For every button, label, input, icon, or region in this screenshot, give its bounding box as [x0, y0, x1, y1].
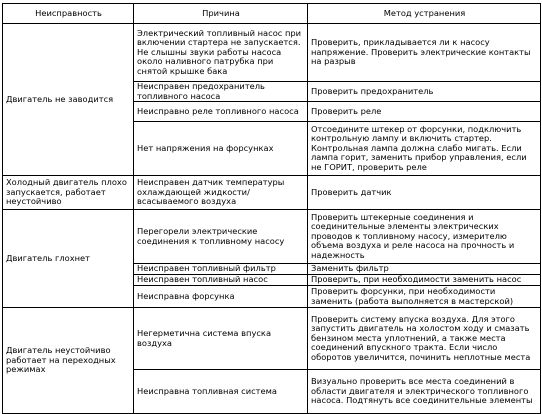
table-row: [3, 308, 541, 370]
cause-cell: Нет напряжения на форсунках: [134, 122, 308, 176]
symptom-cell: Двигатель неустойчиво работает на переходных режимах: [3, 308, 134, 414]
fix-cell: Проверить предохранитель: [308, 82, 541, 102]
table-row: [3, 176, 541, 210]
cause-cell: Неисправен топливный фильтр: [134, 264, 308, 275]
cause-cell: Неисправен предохранитель топливного насоса: [134, 82, 308, 102]
header-row: [3, 4, 541, 24]
cause-cell: Неисправна топливная система: [134, 370, 308, 414]
symptom-cell: Двигатель глохнет: [3, 210, 134, 308]
fix-cell: Визуально проверить все места соединений в области двигателя и электрического топливного насоса. Подтянуть все соединительные элементы: [308, 370, 541, 414]
cause-cell: Неисправен топливный насос: [134, 275, 308, 286]
table-row: [3, 210, 541, 264]
table-row: [3, 24, 541, 82]
header-symptom: Неисправность: [3, 4, 134, 24]
cause-cell: Электрический топливный насос при включении стартера не запускается. Не слышны звуки работы насоса около наливного патрубка при снятой крышке бака: [134, 24, 308, 82]
fix-cell: Проверить, прикладывается ли к насосу напряжение. Проверить электрические контакты на разрыв: [308, 24, 541, 82]
fix-cell: Проверить систему впуска воздуха. Для этого запустить двигатель на холостом ходу и смазать бензином места уплотнений, а также места соединений впускного тракта. Если число оборотов увеличится, починить неплотные места: [308, 308, 541, 370]
fix-cell: Проверить форсунки, при необходимости заменить (работа выполняется в мастерской): [308, 286, 541, 308]
fix-cell: Проверить реле: [308, 102, 541, 122]
cause-cell: Негерметична система впуска воздуха: [134, 308, 308, 370]
header-fix: Метод устранения: [308, 4, 541, 24]
header-cause: Причина: [134, 4, 308, 24]
troubleshooting-table: [2, 3, 541, 414]
cause-cell: Неисправна форсунка: [134, 286, 308, 308]
symptom-cell: Холодный двигатель плохо запускается, работает неустойчиво: [3, 176, 134, 210]
fix-cell: Заменить фильтр: [308, 264, 541, 275]
cause-cell: Перегорели электрические соединения к топливному насосу: [134, 210, 308, 264]
fix-cell: Проверить датчик: [308, 176, 541, 210]
cause-cell: Неисправно реле топливного насоса: [134, 102, 308, 122]
symptom-cell: Двигатель не заводится: [3, 24, 134, 176]
cause-cell: Неисправен датчик температуры охлаждающей жидкости/ всасываемого воздуха: [134, 176, 308, 210]
fix-cell: Проверить, при необходимости заменить насос: [308, 275, 541, 286]
fix-cell: Проверить штекерные соединения и соединительные элементы электрических проводов к топливному насосу, измерителю объема воздуха и реле насоса на прочность и надежность: [308, 210, 541, 264]
fix-cell: Отсоедините штекер от форсунки, подключить контрольную лампу и включить стартер. Контрольная лампа должна слабо мигать. Если лампа горит, заменить прибор управления, если не ГОРИТ, проверить реле: [308, 122, 541, 176]
